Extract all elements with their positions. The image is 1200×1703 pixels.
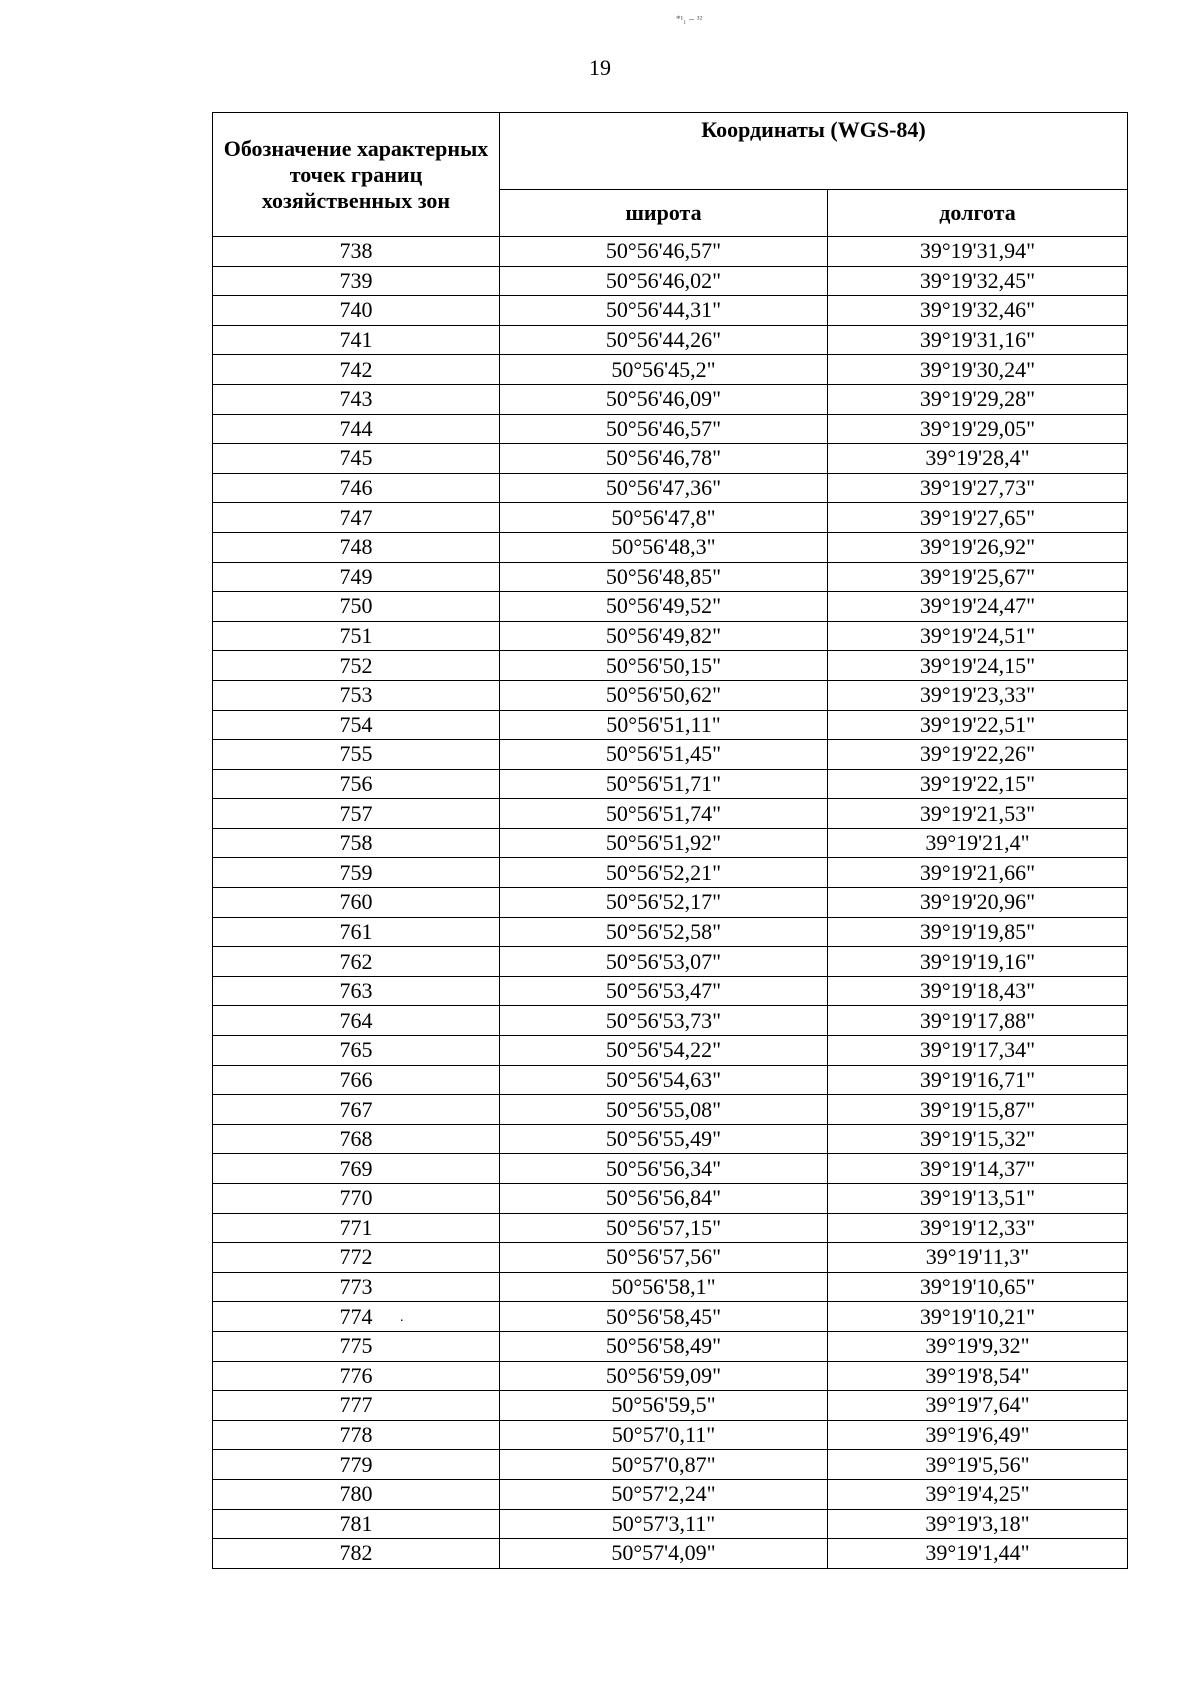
point-id-cell: 780 — [213, 1479, 500, 1509]
point-id-cell: 744 — [213, 414, 500, 444]
point-id-cell: 746 — [213, 473, 500, 503]
longitude-cell: 39°19'6,49" — [828, 1420, 1128, 1450]
table-row — [213, 1065, 1128, 1095]
latitude-cell: 50°56'44,31" — [500, 296, 828, 326]
longitude-cell: 39°19'21,53" — [828, 799, 1128, 829]
latitude-cell: 50°56'56,84" — [500, 1184, 828, 1214]
latitude-cell: 50°56'48,3" — [500, 532, 828, 562]
table-row — [213, 1184, 1128, 1214]
table-row — [213, 444, 1128, 474]
longitude-cell: 39°19'32,46" — [828, 296, 1128, 326]
point-id-cell: 778 — [213, 1420, 500, 1450]
latitude-cell: 50°56'46,57" — [500, 237, 828, 267]
table-row — [213, 1154, 1128, 1184]
latitude-cell: 50°56'46,57" — [500, 414, 828, 444]
longitude-cell: 39°19'7,64" — [828, 1391, 1128, 1421]
table-row — [213, 1124, 1128, 1154]
table-row — [213, 473, 1128, 503]
latitude-cell: 50°56'53,47" — [500, 976, 828, 1006]
table-row — [213, 1539, 1128, 1569]
longitude-cell: 39°19'10,65" — [828, 1272, 1128, 1302]
latitude-cell: 50°56'58,1" — [500, 1272, 828, 1302]
latitude-cell: 50°56'55,49" — [500, 1124, 828, 1154]
latitude-cell: 50°56'48,85" — [500, 562, 828, 592]
table-row — [213, 414, 1128, 444]
point-id-cell: 748 — [213, 532, 500, 562]
latitude-cell: 50°56'54,63" — [500, 1065, 828, 1095]
point-id-cell: 767 — [213, 1095, 500, 1125]
table-row — [213, 1479, 1128, 1509]
table-row — [213, 532, 1128, 562]
table-row — [213, 947, 1128, 977]
longitude-cell: 39°19'12,33" — [828, 1213, 1128, 1243]
latitude-cell: 50°57'0,11" — [500, 1420, 828, 1450]
latitude-cell: 50°56'59,09" — [500, 1361, 828, 1391]
point-id-cell: 772 — [213, 1243, 500, 1273]
point-id-cell: 774 — [213, 1302, 500, 1332]
longitude-cell: 39°19'22,15" — [828, 769, 1128, 799]
longitude-cell: 39°19'29,28" — [828, 384, 1128, 414]
point-id-cell: 749 — [213, 562, 500, 592]
point-id-cell: 775 — [213, 1331, 500, 1361]
latitude-cell: 50°56'54,22" — [500, 1036, 828, 1066]
table-row — [213, 266, 1128, 296]
table-row — [213, 503, 1128, 533]
latitude-cell: 50°56'58,45" — [500, 1302, 828, 1332]
stray-mark: . — [400, 1310, 404, 1325]
longitude-cell: 39°19'11,3" — [828, 1243, 1128, 1273]
longitude-cell: 39°19'31,16" — [828, 325, 1128, 355]
latitude-cell: 50°56'44,26" — [500, 325, 828, 355]
longitude-cell: 39°19'24,15" — [828, 651, 1128, 681]
point-id-cell: 754 — [213, 710, 500, 740]
latitude-cell: 50°56'47,8" — [500, 503, 828, 533]
longitude-cell: 39°19'21,4" — [828, 828, 1128, 858]
latitude-cell: 50°57'3,11" — [500, 1509, 828, 1539]
longitude-cell: 39°19'5,56" — [828, 1450, 1128, 1480]
table-row — [213, 740, 1128, 770]
table-row — [213, 237, 1128, 267]
point-id-cell: 777 — [213, 1391, 500, 1421]
point-id-cell: 757 — [213, 799, 500, 829]
point-id-cell: 738 — [213, 237, 500, 267]
table-row — [213, 1006, 1128, 1036]
table-row — [213, 1243, 1128, 1273]
header-latitude: широта — [500, 190, 828, 237]
table-row — [213, 1509, 1128, 1539]
table-row — [213, 680, 1128, 710]
point-id-cell: 765 — [213, 1036, 500, 1066]
latitude-cell: 50°56'53,07" — [500, 947, 828, 977]
point-id-cell: 747 — [213, 503, 500, 533]
table-body — [213, 237, 1128, 1569]
table-row — [213, 710, 1128, 740]
longitude-cell: 39°19'10,21" — [828, 1302, 1128, 1332]
point-id-cell: 776 — [213, 1361, 500, 1391]
point-id-cell: 766 — [213, 1065, 500, 1095]
table-row — [213, 976, 1128, 1006]
point-id-cell: 742 — [213, 355, 500, 385]
point-id-cell: 773 — [213, 1272, 500, 1302]
point-id-cell: 758 — [213, 828, 500, 858]
scan-mark: *¹₁ ⌣ ³² — [676, 14, 703, 24]
latitude-cell: 50°56'50,62" — [500, 680, 828, 710]
longitude-cell: 39°19'8,54" — [828, 1361, 1128, 1391]
latitude-cell: 50°56'45,2" — [500, 355, 828, 385]
longitude-cell: 39°19'15,87" — [828, 1095, 1128, 1125]
table-row — [213, 651, 1128, 681]
longitude-cell: 39°19'4,25" — [828, 1479, 1128, 1509]
latitude-cell: 50°57'0,87" — [500, 1450, 828, 1480]
longitude-cell: 39°19'20,96" — [828, 888, 1128, 918]
table-row — [213, 828, 1128, 858]
latitude-cell: 50°56'51,71" — [500, 769, 828, 799]
table-row — [213, 888, 1128, 918]
longitude-cell: 39°19'14,37" — [828, 1154, 1128, 1184]
table-row — [213, 1302, 1128, 1332]
latitude-cell: 50°56'51,74" — [500, 799, 828, 829]
longitude-cell: 39°19'26,92" — [828, 532, 1128, 562]
latitude-cell: 50°56'58,49" — [500, 1331, 828, 1361]
longitude-cell: 39°19'32,45" — [828, 266, 1128, 296]
longitude-cell: 39°19'23,33" — [828, 680, 1128, 710]
latitude-cell: 50°56'53,73" — [500, 1006, 828, 1036]
longitude-cell: 39°19'28,4" — [828, 444, 1128, 474]
point-id-cell: 769 — [213, 1154, 500, 1184]
point-id-cell: 752 — [213, 651, 500, 681]
header-longitude: долгота — [828, 190, 1128, 237]
table-row — [213, 858, 1128, 888]
latitude-cell: 50°57'4,09" — [500, 1539, 828, 1569]
longitude-cell: 39°19'24,47" — [828, 592, 1128, 622]
point-id-cell: 779 — [213, 1450, 500, 1480]
longitude-cell: 39°19'27,65" — [828, 503, 1128, 533]
latitude-cell: 50°57'2,24" — [500, 1479, 828, 1509]
latitude-cell: 50°56'52,17" — [500, 888, 828, 918]
table-row — [213, 1391, 1128, 1421]
longitude-cell: 39°19'24,51" — [828, 621, 1128, 651]
longitude-cell: 39°19'18,43" — [828, 976, 1128, 1006]
coordinates-table — [212, 112, 1128, 1569]
table-row — [213, 325, 1128, 355]
point-id-cell: 760 — [213, 888, 500, 918]
latitude-cell: 50°56'52,21" — [500, 858, 828, 888]
table-row — [213, 1036, 1128, 1066]
longitude-cell: 39°19'17,34" — [828, 1036, 1128, 1066]
point-id-cell: 750 — [213, 592, 500, 622]
header-point-designation: Обозначение характерных точек границ хозяйственных зон — [213, 113, 500, 237]
latitude-cell: 50°56'46,02" — [500, 266, 828, 296]
point-id-cell: 782 — [213, 1539, 500, 1569]
latitude-cell: 50°56'59,5" — [500, 1391, 828, 1421]
longitude-cell: 39°19'3,18" — [828, 1509, 1128, 1539]
latitude-cell: 50°56'50,15" — [500, 651, 828, 681]
point-id-cell: 743 — [213, 384, 500, 414]
table-row — [213, 1213, 1128, 1243]
latitude-cell: 50°56'51,11" — [500, 710, 828, 740]
point-id-cell: 771 — [213, 1213, 500, 1243]
latitude-cell: 50°56'46,78" — [500, 444, 828, 474]
longitude-cell: 39°19'19,16" — [828, 947, 1128, 977]
point-id-cell: 763 — [213, 976, 500, 1006]
longitude-cell: 39°19'13,51" — [828, 1184, 1128, 1214]
point-id-cell: 745 — [213, 444, 500, 474]
table-row — [213, 621, 1128, 651]
latitude-cell: 50°56'57,15" — [500, 1213, 828, 1243]
table-row — [213, 384, 1128, 414]
table-row — [213, 799, 1128, 829]
table-row — [213, 1361, 1128, 1391]
longitude-cell: 39°19'22,51" — [828, 710, 1128, 740]
table-row — [213, 1420, 1128, 1450]
table-row — [213, 1331, 1128, 1361]
table-row — [213, 355, 1128, 385]
point-id-cell: 768 — [213, 1124, 500, 1154]
table-row — [213, 769, 1128, 799]
point-id-cell: 756 — [213, 769, 500, 799]
longitude-cell: 39°19'15,32" — [828, 1124, 1128, 1154]
latitude-cell: 50°56'56,34" — [500, 1154, 828, 1184]
table-row — [213, 592, 1128, 622]
page-number: 19 — [589, 55, 611, 80]
longitude-cell: 39°19'19,85" — [828, 917, 1128, 947]
latitude-cell: 50°56'51,45" — [500, 740, 828, 770]
latitude-cell: 50°56'55,08" — [500, 1095, 828, 1125]
header-coordinates: Координаты (WGS-84) — [500, 113, 1128, 190]
longitude-cell: 39°19'17,88" — [828, 1006, 1128, 1036]
longitude-cell: 39°19'25,67" — [828, 562, 1128, 592]
table-row — [213, 296, 1128, 326]
table-row — [213, 1095, 1128, 1125]
table-row — [213, 562, 1128, 592]
longitude-cell: 39°19'16,71" — [828, 1065, 1128, 1095]
longitude-cell: 39°19'22,26" — [828, 740, 1128, 770]
point-id-cell: 740 — [213, 296, 500, 326]
latitude-cell: 50°56'51,92" — [500, 828, 828, 858]
latitude-cell: 50°56'57,56" — [500, 1243, 828, 1273]
table-row — [213, 1272, 1128, 1302]
longitude-cell: 39°19'21,66" — [828, 858, 1128, 888]
point-id-cell: 762 — [213, 947, 500, 977]
point-id-cell: 761 — [213, 917, 500, 947]
latitude-cell: 50°56'49,52" — [500, 592, 828, 622]
longitude-cell: 39°19'30,24" — [828, 355, 1128, 385]
longitude-cell: 39°19'31,94" — [828, 237, 1128, 267]
point-id-cell: 759 — [213, 858, 500, 888]
point-id-cell: 764 — [213, 1006, 500, 1036]
point-id-cell: 781 — [213, 1509, 500, 1539]
latitude-cell: 50°56'52,58" — [500, 917, 828, 947]
point-id-cell: 751 — [213, 621, 500, 651]
table-row — [213, 917, 1128, 947]
point-id-cell: 741 — [213, 325, 500, 355]
longitude-cell: 39°19'27,73" — [828, 473, 1128, 503]
point-id-cell: 753 — [213, 680, 500, 710]
longitude-cell: 39°19'1,44" — [828, 1539, 1128, 1569]
point-id-cell: 739 — [213, 266, 500, 296]
longitude-cell: 39°19'9,32" — [828, 1331, 1128, 1361]
latitude-cell: 50°56'46,09" — [500, 384, 828, 414]
point-id-cell: 770 — [213, 1184, 500, 1214]
longitude-cell: 39°19'29,05" — [828, 414, 1128, 444]
latitude-cell: 50°56'47,36" — [500, 473, 828, 503]
latitude-cell: 50°56'49,82" — [500, 621, 828, 651]
point-id-cell: 755 — [213, 740, 500, 770]
table-row — [213, 1450, 1128, 1480]
